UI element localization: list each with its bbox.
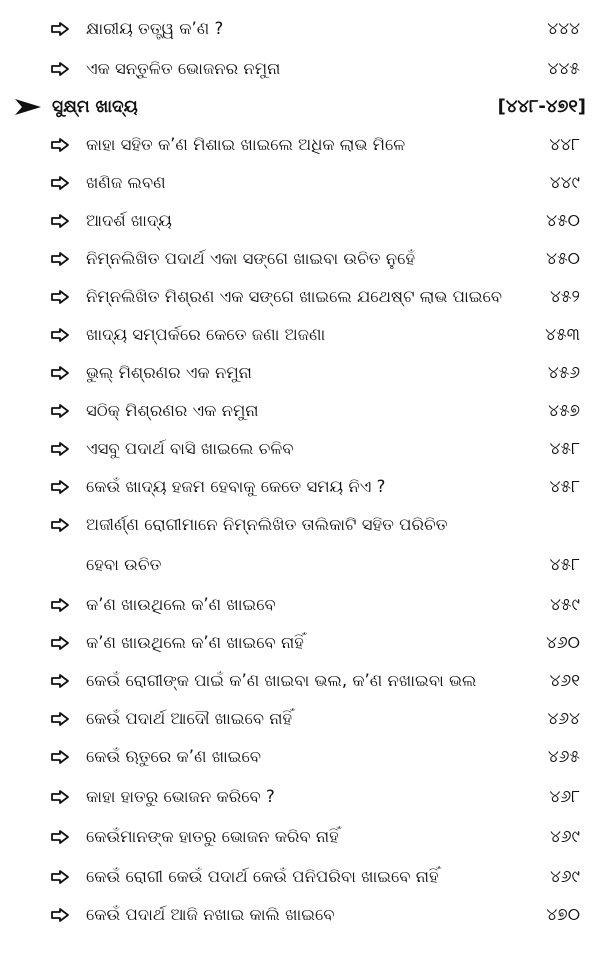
- section-page-range: [୪୪୮-୪୭୧]: [497, 96, 586, 117]
- toc-entry[interactable]: [0, 704, 600, 734]
- toc-entry[interactable]: [0, 862, 600, 892]
- toc-entry-page: ୪୫୦: [546, 249, 580, 269]
- hollow-arrow-right-icon: [50, 326, 70, 344]
- toc-entry-page: ୪୫୨: [550, 287, 580, 307]
- toc-entry-title: କାହା ହାତରୁ ଭୋଜନ କରିବେ ?: [86, 787, 275, 806]
- toc-entry-title: କେଉଁ ଋତୁରେ କ’ଣ ଖାଇବେ: [86, 747, 262, 766]
- hollow-arrow-right-icon: [50, 516, 70, 534]
- toc-entry-title: ହେବା ଉଚିତ: [86, 555, 162, 574]
- toc-entry[interactable]: [0, 244, 600, 274]
- toc-entry[interactable]: [0, 130, 600, 160]
- toc-entry-page: ୪୫୯: [550, 595, 580, 615]
- toc-entry-title: କେଉଁ ପଦାର୍ଥ ଆଦୌ ଖାଇବେ ନାହିଁ: [86, 709, 293, 728]
- toc-entry-title: ଅଜୀର୍ଣ୍ଣ ରୋଗୀମାନେ ନିମ୍ନଲିଖିତ ତାଲିକାଟି ସହିତ ପରିଚିତ: [86, 515, 448, 534]
- toc-entry-title: ଭୁଲ୍ ମିଶ୍ରଣର ଏକ ନମୁନା: [86, 363, 252, 382]
- toc-entry-title: ସଠିକ୍ ମିଶ୍ରଣର ଏକ ନମୁନା: [86, 401, 259, 420]
- toc-entry-page: ୪୫୮: [549, 477, 580, 497]
- toc-entry-page: ୪୪୪: [547, 19, 580, 39]
- hollow-arrow-right-icon: [50, 596, 70, 614]
- toc-entry-title: କେଉଁ ପଦାର୍ଥ ଆଜି ନଖାଇ କାଲି ଖାଇବେ: [86, 905, 335, 924]
- hollow-arrow-right-icon: [50, 136, 70, 154]
- hollow-arrow-right-icon: [50, 440, 70, 458]
- toc-entry[interactable]: [0, 900, 600, 930]
- hollow-arrow-right-icon: [50, 478, 70, 496]
- toc-entry-title: କାହା ସହିତ କ’ଣ ମିଶାଇ ଖାଇଲେ ଅଧିକ ଲାଭ ମିଳେ: [86, 135, 406, 154]
- toc-entry-continuation[interactable]: [0, 550, 600, 580]
- toc-entry-page: ୪୪୮: [549, 135, 580, 155]
- toc-entry[interactable]: [0, 358, 600, 388]
- toc-entry[interactable]: [0, 472, 600, 502]
- section-title: ସୁକ୍ଷ୍ମ ଖାଦ୍ୟ: [52, 97, 138, 117]
- toc-entry-page: ୪୫୬: [547, 363, 580, 383]
- toc-entry[interactable]: [0, 320, 600, 350]
- toc-entry[interactable]: [0, 590, 600, 620]
- toc-entry[interactable]: [0, 396, 600, 426]
- hollow-arrow-right-icon: [50, 710, 70, 728]
- hollow-arrow-right-icon: [50, 402, 70, 420]
- toc-entry-page: ୪୪୯: [549, 173, 580, 193]
- toc-entry[interactable]: [0, 822, 600, 852]
- hollow-arrow-right-icon: [50, 672, 70, 690]
- toc-entry-page: ୪୬୯: [549, 867, 580, 887]
- toc-entry-title: ନିମ୍ନଲିଖିତ ମିଶ୍ରଣ ଏକ ସଙ୍ଗେ ଖାଇଲେ ଯଥେଷ୍ଟ ଲାଭ ପାଇବେ: [86, 287, 502, 306]
- toc-entry-page: ୪୫୦: [546, 211, 580, 231]
- hollow-arrow-right-icon: [50, 174, 70, 192]
- toc-entry-title: କେଉଁ ରୋଗୀ କେଉଁ ପଦାର୍ଥ କେଉଁ ପନିପରିବା ଖାଇବେ ନାହିଁ: [86, 867, 439, 886]
- toc-entry[interactable]: [0, 782, 600, 812]
- toc-entry[interactable]: [0, 54, 600, 84]
- toc-entry-page: ୪୬୮: [549, 787, 580, 807]
- toc-entry[interactable]: [0, 742, 600, 772]
- toc-entry-page: ୪୫୮: [549, 555, 580, 575]
- toc-entry-title: କେଉଁ ରୋଗୀଙ୍କ ପାଇଁ କ’ଣ ଖାଇବା ଭଲ, କ’ଣ ନଖାଇବା ଭଲ: [86, 671, 477, 690]
- toc-entry-page: ୪୪୫: [547, 59, 580, 79]
- section-header[interactable]: [0, 92, 600, 122]
- toc-entry-title: କ’ଣ ଖାଉଥିଲେ କ’ଣ ଖାଇବେ ନାହିଁ: [86, 633, 304, 652]
- solid-arrowhead-icon: [14, 98, 42, 116]
- toc-entry-title: କେଉଁମାନଙ୍କ ହାତରୁ ଭୋଜନ କରିବ ନାହିଁ: [86, 827, 339, 846]
- toc-entry-title: ଆଦର୍ଶ ଖାଦ୍ୟ: [86, 211, 172, 230]
- toc-entry[interactable]: [0, 510, 600, 540]
- toc-entry-page: ୪୫୮: [549, 439, 580, 459]
- toc-entry-title: ନିମ୍ନଲିଖିତ ପଦାର୍ଥ ଏକା ସଙ୍ଗେ ଖାଇବା ଉଚିତ ନୁହେଁ: [86, 249, 416, 268]
- hollow-arrow-right-icon: [50, 748, 70, 766]
- hollow-arrow-right-icon: [50, 364, 70, 382]
- toc-entry-title: ଖାଦ୍ୟ ସମ୍ପର୍କରେ କେତେ ଜଣା ଅଜଣା: [86, 325, 326, 344]
- hollow-arrow-right-icon: [50, 212, 70, 230]
- hollow-arrow-right-icon: [50, 250, 70, 268]
- hollow-arrow-right-icon: [50, 288, 70, 306]
- toc-entry[interactable]: [0, 628, 600, 658]
- hollow-arrow-right-icon: [50, 868, 70, 886]
- hollow-arrow-right-icon: [50, 634, 70, 652]
- toc-entry[interactable]: [0, 168, 600, 198]
- toc-entry-title: କ’ଣ ଖାଉଥିଲେ କ’ଣ ଖାଇବେ: [86, 595, 276, 614]
- toc-entry-title: ଏସବୁ ପଦାର୍ଥ ବାସି ଖାଇଲେ ଚଳିବ: [86, 439, 294, 458]
- toc-entry[interactable]: [0, 282, 600, 312]
- toc-entry-page: ୪୬୦: [546, 633, 580, 653]
- toc-entry-page: ୪୭୦: [546, 905, 580, 925]
- hollow-arrow-right-icon: [50, 788, 70, 806]
- hollow-arrow-right-icon: [50, 20, 70, 38]
- toc-entry[interactable]: [0, 666, 600, 696]
- toc-entry-page: ୪୬୯: [549, 827, 580, 847]
- toc-entry-title: ଏକ ସନ୍ତୁଳିତ ଭୋଜନର ନମୁନା: [86, 59, 281, 78]
- toc-entry[interactable]: [0, 434, 600, 464]
- toc-entry-title: ଖଣିଜ ଲବଣ: [86, 173, 166, 192]
- toc-entry-page: ୪୬୧: [549, 671, 580, 691]
- toc-entry-page: ୪୬୪: [547, 709, 580, 729]
- toc-entry-title: କେଉଁ ଖାଦ୍ୟ ହଜମ ହେବାକୁ କେତେ ସମୟ ନିଏ ?: [86, 477, 386, 496]
- hollow-arrow-right-icon: [50, 828, 70, 846]
- toc-entry-page: ୪୬୫: [547, 747, 580, 767]
- toc-entry-page: ୪୫୭: [548, 401, 580, 421]
- hollow-arrow-right-icon: [50, 906, 70, 924]
- toc-entry-page: ୪୫୩: [545, 325, 580, 345]
- toc-entry[interactable]: [0, 206, 600, 236]
- hollow-arrow-right-icon: [50, 60, 70, 78]
- toc-entry[interactable]: [0, 14, 600, 44]
- toc-entry-title: କ୍ଷାରୀୟ ତତ୍ତ୍ୱ କ’ଣ ?: [86, 19, 224, 38]
